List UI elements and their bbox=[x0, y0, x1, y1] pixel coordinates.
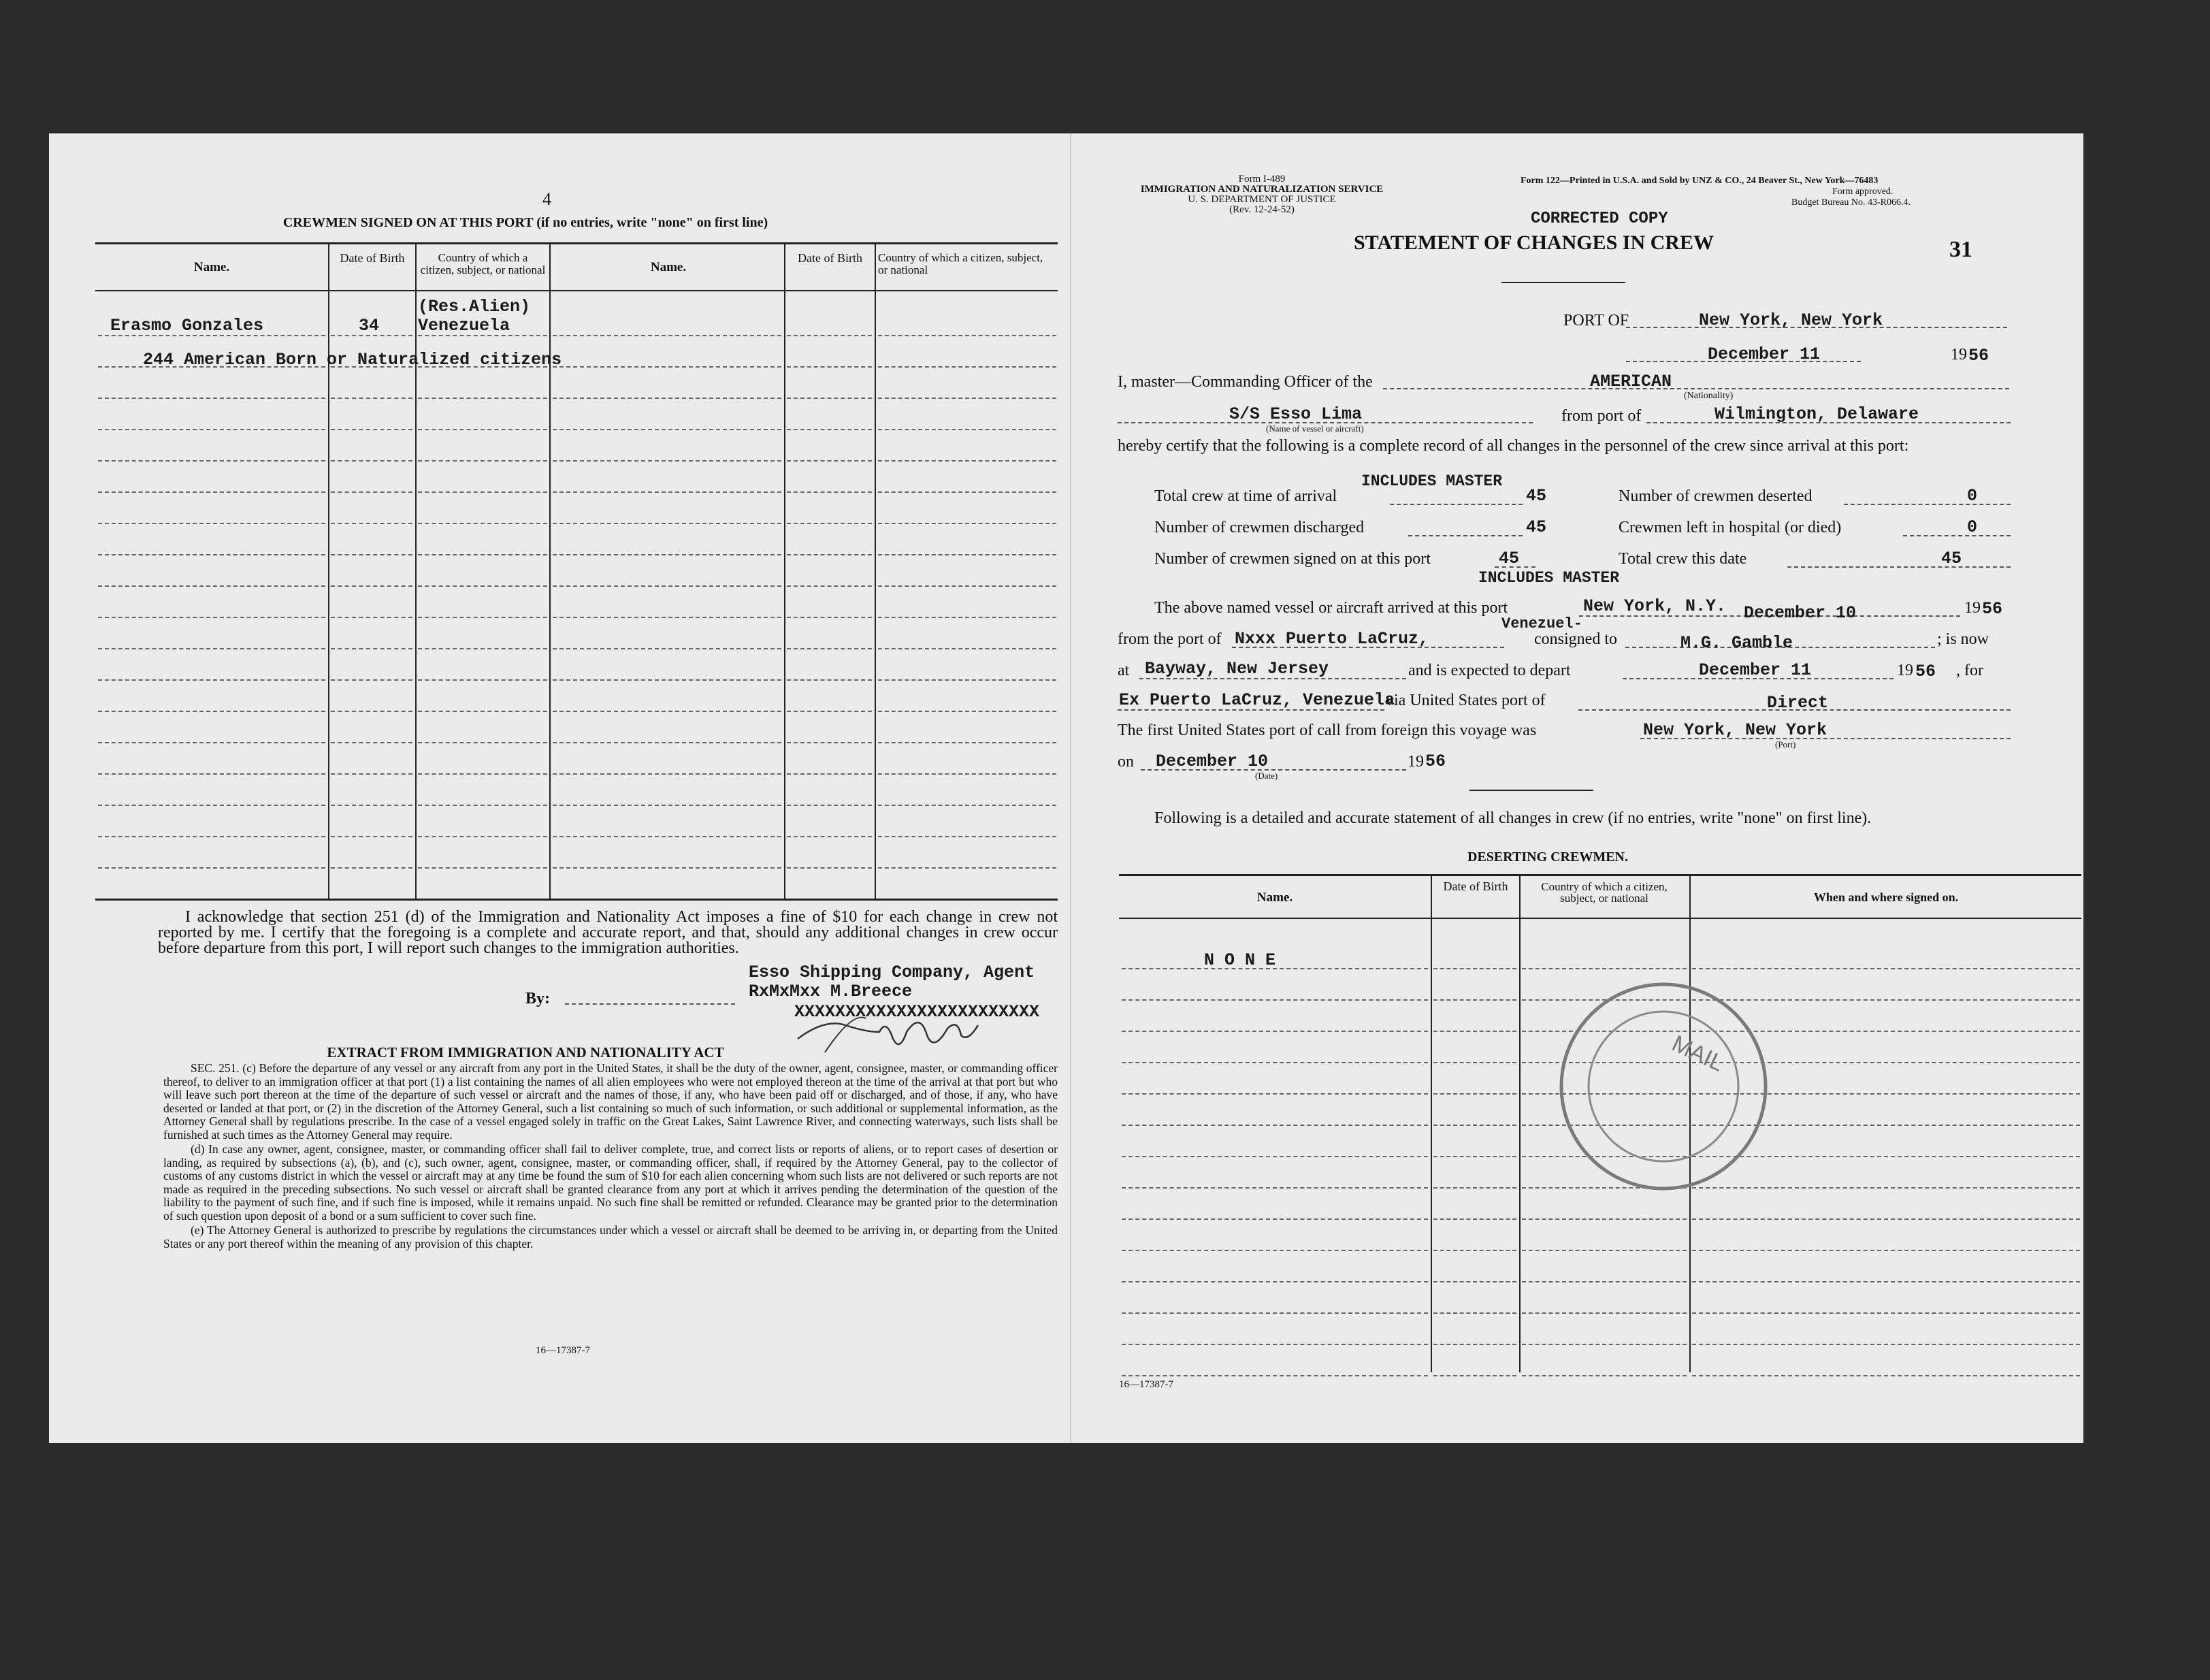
table-row-line bbox=[1122, 1062, 1428, 1063]
table-row-line bbox=[553, 679, 781, 681]
table-row-line bbox=[1122, 1281, 1428, 1282]
table-row-line bbox=[331, 585, 412, 587]
table-row-line bbox=[878, 460, 1056, 462]
table-row-line bbox=[553, 429, 781, 430]
via-port: Direct bbox=[1767, 693, 1829, 713]
table-row-line bbox=[1522, 1312, 1687, 1314]
table-row-line bbox=[787, 805, 872, 806]
table-row-line bbox=[98, 398, 325, 399]
from-the-port-label: from the port of bbox=[1118, 630, 1222, 648]
table-row-line bbox=[787, 585, 872, 587]
table-row-line bbox=[331, 491, 412, 493]
total-arrival-label: Total crew at time of arrival bbox=[1154, 487, 1337, 505]
table-row-line bbox=[553, 648, 781, 649]
deserting-none: N O N E bbox=[1204, 950, 1276, 970]
vessel-caption: (Name of vessel or aircraft) bbox=[1266, 423, 1364, 434]
printer-line: Form 122—Printed in U.S.A. and Sold by UNZ & CO., 24 Beaver St., New York—76483 bbox=[1521, 176, 1879, 186]
total-date-count: 45 bbox=[1941, 549, 1962, 568]
table-row-line bbox=[331, 805, 412, 806]
table-row-line bbox=[878, 398, 1056, 399]
table-row-line bbox=[787, 429, 872, 430]
extract-text bbox=[163, 1062, 1058, 1252]
table-row-line bbox=[787, 617, 872, 618]
table-row-line bbox=[331, 711, 412, 712]
table-row-line bbox=[787, 554, 872, 555]
includes-master-bottom: INCLUDES MASTER bbox=[1478, 569, 1620, 587]
table-row-line bbox=[331, 836, 412, 837]
table-row-line bbox=[418, 617, 547, 618]
on-year-prefix: 19 bbox=[1408, 753, 1424, 771]
form-revision: (Rev. 12-24-52) bbox=[1229, 204, 1295, 215]
table-row-line bbox=[787, 398, 872, 399]
table-row-line bbox=[553, 491, 781, 493]
table-row-line bbox=[331, 429, 412, 430]
table-row-line bbox=[418, 742, 547, 743]
deserted-count: 0 bbox=[1967, 486, 1978, 506]
right-page bbox=[1071, 133, 2083, 1443]
nationality-caption: (Nationality) bbox=[1684, 391, 1734, 401]
from-port: Wilmington, Delaware bbox=[1715, 404, 1919, 424]
left-page-number: 4 bbox=[542, 189, 551, 209]
discharged-count: 45 bbox=[1526, 517, 1547, 537]
table-row-line bbox=[1122, 999, 1428, 1001]
total-arrival: 45 bbox=[1526, 486, 1547, 506]
col-country-header: Country of which a citizen, subject, or national bbox=[420, 251, 546, 276]
agent-name: RxMxMxx M.Breece bbox=[749, 982, 913, 1001]
signature bbox=[784, 1005, 988, 1059]
table-row-line bbox=[1433, 1250, 1516, 1251]
total-date-label: Total crew this date bbox=[1619, 550, 1747, 568]
now-at: Bayway, New Jersey bbox=[1145, 659, 1329, 679]
at-label: at bbox=[1118, 662, 1130, 679]
arrived-label: The above named vessel or aircraft arrived at this port bbox=[1154, 599, 1508, 617]
table-row-line bbox=[787, 648, 872, 649]
table-row-line bbox=[1522, 1218, 1687, 1220]
deserted-label: Number of crewmen deserted bbox=[1619, 487, 1813, 505]
left-footer-code: 16—17387-7 bbox=[536, 1345, 590, 1356]
table-row-line bbox=[553, 554, 781, 555]
on-date: December 10 bbox=[1156, 752, 1269, 771]
table-row-line bbox=[1122, 1344, 1428, 1345]
from-port-note: Venezuel- bbox=[1501, 615, 1582, 632]
table-row-line bbox=[98, 742, 325, 743]
table-row-line bbox=[1522, 1375, 1687, 1376]
table-row-line bbox=[553, 523, 781, 524]
table-row-line bbox=[1692, 1250, 2080, 1251]
certify-text: hereby certify that the following is a complete record of all changes in the personnel of the crew since arrival at this port: bbox=[1118, 437, 1909, 455]
table-row-line bbox=[553, 617, 781, 618]
crew-entry-name: Erasmo Gonzales bbox=[110, 316, 264, 336]
table-row-line bbox=[1122, 1125, 1428, 1126]
table-row-line bbox=[1433, 1093, 1516, 1095]
discharged-label: Number of crewmen discharged bbox=[1154, 519, 1365, 536]
crew-entry-country: Venezuela bbox=[418, 316, 510, 336]
table-row-line bbox=[98, 554, 325, 555]
agency-name: IMMIGRATION AND NATURALIZATION SERVICE bbox=[1140, 184, 1384, 195]
table-row-line bbox=[331, 398, 412, 399]
right-footer-code: 16—17387-7 bbox=[1119, 1379, 1173, 1390]
on-label: on bbox=[1118, 753, 1134, 771]
table-row-line bbox=[1122, 1375, 1428, 1376]
left-page bbox=[49, 133, 1071, 1443]
table-row-line bbox=[1433, 1125, 1516, 1126]
table-row-line bbox=[98, 773, 325, 775]
table-row-line bbox=[98, 585, 325, 587]
table-row-line bbox=[1433, 968, 1516, 969]
table-row-line bbox=[553, 867, 781, 869]
table-row-line bbox=[418, 773, 547, 775]
table-row-line bbox=[418, 679, 547, 681]
table-row-line bbox=[1122, 1187, 1428, 1189]
col-name-header-2: Name. bbox=[650, 260, 687, 274]
form-number: Form I-489 bbox=[1238, 174, 1286, 184]
table-row-line bbox=[1433, 1281, 1516, 1282]
table-row-line bbox=[331, 523, 412, 524]
table-row-line bbox=[418, 398, 547, 399]
table-row-line bbox=[1692, 1281, 2080, 1282]
master-label: I, master—Commanding Officer of the bbox=[1118, 373, 1373, 391]
table-row-line bbox=[787, 460, 872, 462]
table-row-line bbox=[553, 366, 781, 368]
table-row-line bbox=[1433, 1312, 1516, 1314]
table-row-line bbox=[878, 617, 1056, 618]
acknowledgment-text: I acknowledge that section 251 (d) of the Immigration and Nationality Act imposes a fine of $10 for each change in crew not reported by me. I certify that the foregoing is a complete and accurate report, and that, should any additional changes in crew occur before departure from this port, I will report such changes to the immigration authorities. bbox=[158, 908, 1058, 957]
nationality: AMERICAN bbox=[1590, 372, 1672, 391]
table-row-line bbox=[553, 460, 781, 462]
table-row-line bbox=[787, 335, 872, 336]
following-text: Following is a detailed and accurate statement of all changes in crew (if no entries, write "none" on first line). bbox=[1154, 809, 1872, 827]
table-row-line bbox=[1433, 1187, 1516, 1189]
depart-year: 56 bbox=[1915, 662, 1936, 681]
arrived-date: December 10 bbox=[1744, 603, 1857, 623]
table-row-line bbox=[331, 773, 412, 775]
table-row-line bbox=[1433, 999, 1516, 1001]
table-row-line bbox=[331, 742, 412, 743]
table-row-line bbox=[331, 648, 412, 649]
table-row-line bbox=[1433, 1031, 1516, 1032]
arrived-port: New York, N.Y. bbox=[1583, 596, 1727, 616]
extract-d: (d) In case any owner, agent, consignee, master, or commanding officer shall fail to deliver complete, true, and correct lists or reports of aliens, or to report cases of desertion or landing, as required by subsections (a), (b), and (c), such owner, agent, consignee, master, or commanding officer, shall, if required by the Attorney General, pay to the collector of customs of any customs district in which the vessel or aircraft may at any time be found the sum of $10 for each alien concerning whom such lists are not delivered or such reports are not made as required in the preceding subsections. No such vessel or aircraft shall be granted clearance from any port at which it arrives pending the determination of the question of the liability to the payment of such fine, and if such fine is imposed, while it remains unpaid. No such fine shall be remitted or refunded. Clearance may be granted prior to the determination of such question upon deposit of a bond or a sum sufficient to cover such fine. bbox=[163, 1142, 1058, 1223]
consigned-label: consigned to bbox=[1534, 630, 1617, 648]
stamp-text: MAIL bbox=[1668, 1030, 1728, 1077]
table-row-line bbox=[418, 585, 547, 587]
col-dob-header-2: Date of Birth bbox=[798, 251, 862, 265]
table-row-line bbox=[98, 867, 325, 869]
table-row-line bbox=[418, 523, 547, 524]
corrected-copy: CORRECTED COPY bbox=[1531, 210, 1668, 228]
table-row-line bbox=[98, 836, 325, 837]
table-row-line bbox=[98, 711, 325, 712]
table-row-line bbox=[418, 711, 547, 712]
table-row-line bbox=[418, 836, 547, 837]
table-row-line bbox=[787, 773, 872, 775]
via-label: via United States port of bbox=[1386, 692, 1546, 709]
consignee: M.G. Gamble bbox=[1680, 633, 1793, 653]
table-row-line bbox=[331, 617, 412, 618]
table-row-line bbox=[787, 711, 872, 712]
table-row-line bbox=[418, 554, 547, 555]
vessel-name: S/S Esso Lima bbox=[1229, 404, 1363, 424]
table-row-line bbox=[1692, 1312, 2080, 1314]
table-row-line bbox=[553, 805, 781, 806]
table-row-line bbox=[1122, 1250, 1428, 1251]
first-port-label: The first United States port of call from foreign this voyage was bbox=[1118, 722, 1537, 739]
col-country-header-2: Country of which a citizen, subject, or national bbox=[878, 251, 1043, 276]
table-row-line bbox=[878, 491, 1056, 493]
table-row-line bbox=[787, 742, 872, 743]
table-row-line bbox=[98, 805, 325, 806]
crew-signed-on-title: CREWMEN SIGNED ON AT THIS PORT (if no entries, write "none" on first line) bbox=[282, 215, 768, 230]
agent-line: Esso Shipping Company, Agent bbox=[749, 963, 1035, 982]
table-row-line bbox=[98, 679, 325, 681]
table-row-line bbox=[878, 711, 1056, 712]
table-row-line bbox=[553, 773, 781, 775]
table-row-line bbox=[878, 836, 1056, 837]
table-row-line bbox=[878, 585, 1056, 587]
table-row-line bbox=[878, 335, 1056, 336]
desert-col-name: Name. bbox=[1256, 890, 1293, 905]
table-row-line bbox=[787, 836, 872, 837]
table-row-line bbox=[878, 742, 1056, 743]
signed-on-label: Number of crewmen signed on at this port bbox=[1154, 550, 1431, 568]
table-row-line bbox=[331, 679, 412, 681]
table-row-line bbox=[553, 711, 781, 712]
deserting-title: DESERTING CREWMEN. bbox=[1467, 850, 1628, 865]
table-row-line bbox=[553, 398, 781, 399]
date-caption: (Date) bbox=[1255, 771, 1278, 781]
signed-on-count: 45 bbox=[1499, 549, 1520, 568]
from-port-label: from port of bbox=[1561, 407, 1642, 425]
table-row-line bbox=[1692, 968, 2080, 969]
table-row-line bbox=[787, 867, 872, 869]
col-dob-header: Date of Birth bbox=[340, 251, 405, 265]
crew-entry-note: 244 American Born or Naturalized citizens bbox=[143, 350, 562, 370]
crew-entry-dob: 34 bbox=[359, 316, 380, 336]
table-row-line bbox=[418, 805, 547, 806]
table-row-line bbox=[1692, 1218, 2080, 1220]
table-row-line bbox=[1522, 1344, 1687, 1345]
table-row-line bbox=[1122, 1093, 1428, 1095]
extract-c: SEC. 251. (c) Before the departure of any vessel or any aircraft from any port in the United States, it shall be the duty of the owner, agent, consignee, master, or commanding officer thereof, to deliver to an immigration officer at that port (1) a list containing the names of all alien employees who were not employed thereon at the time of the arrival at that port but who will leave such port thereon at the time of the departure of such vessel or aircraft and the names of those, if any, who have been paid off or discharged, and of those, if any, who have deserted or landed at that port, or (2) in the discretion of the Attorney General, such a list containing so much of such information, or such additional or supplemental information, as the Attorney General shall by regulations prescribe. In the case of a vessel engaged solely in traffic on the Great Lakes, Saint Lawrence River, and connecting waterways, such lists shall be furnished at such times as the Attorney General may require. bbox=[163, 1061, 1058, 1142]
depart-date: December 11 bbox=[1699, 660, 1812, 680]
table-row-line bbox=[1122, 1031, 1428, 1032]
table-row-line bbox=[98, 429, 325, 430]
hospital-label: Crewmen left in hospital (or died) bbox=[1619, 519, 1842, 536]
includes-master-top: INCLUDES MASTER bbox=[1361, 472, 1503, 490]
table-row-line bbox=[1433, 1062, 1516, 1063]
table-row-line bbox=[553, 335, 781, 336]
table-row-line bbox=[787, 523, 872, 524]
table-row-line bbox=[1522, 968, 1687, 969]
by-label: By: bbox=[525, 990, 550, 1007]
table-row-line bbox=[98, 491, 325, 493]
table-row-line bbox=[878, 648, 1056, 649]
report-date: December 11 bbox=[1708, 344, 1821, 364]
desert-col-dob: Date of Birth bbox=[1443, 879, 1508, 893]
table-row-line bbox=[1433, 1344, 1516, 1345]
table-row-line bbox=[98, 648, 325, 649]
desert-col-country: Country of which a citizen, subject, or national bbox=[1541, 880, 1668, 905]
table-row-line bbox=[878, 773, 1056, 775]
table-row-line bbox=[878, 523, 1056, 524]
arrived-year-prefix: 19 bbox=[1964, 599, 1981, 617]
depart-label: and is expected to depart bbox=[1408, 662, 1571, 679]
table-row-line bbox=[878, 366, 1056, 368]
table-row-line bbox=[418, 491, 547, 493]
table-row-line bbox=[418, 429, 547, 430]
table-row-line bbox=[878, 805, 1056, 806]
hospital-count: 0 bbox=[1967, 517, 1978, 537]
first-port: New York, New York bbox=[1643, 720, 1827, 740]
desert-col-signed: When and where signed on. bbox=[1813, 890, 1959, 904]
crew-entry-country-note: (Res.Alien) bbox=[418, 297, 531, 317]
table-row-line bbox=[1122, 1218, 1428, 1220]
port-label: PORT OF bbox=[1563, 312, 1629, 329]
table-row-line bbox=[878, 867, 1056, 869]
form-title: STATEMENT OF CHANGES IN CREW bbox=[1354, 231, 1714, 254]
table-row-line bbox=[553, 585, 781, 587]
port-caption: (Port) bbox=[1775, 739, 1796, 749]
table-row-line bbox=[553, 742, 781, 743]
table-row-line bbox=[98, 523, 325, 524]
col-name-header: Name. bbox=[193, 260, 230, 274]
table-row-line bbox=[1522, 1250, 1687, 1251]
form-approved: Form approved. bbox=[1832, 187, 1894, 197]
port-value: New York, New York bbox=[1699, 310, 1883, 330]
table-row-line bbox=[1433, 1218, 1516, 1220]
table-row-line bbox=[98, 617, 325, 618]
table-row-line bbox=[878, 554, 1056, 555]
table-row-line bbox=[331, 460, 412, 462]
table-row-line bbox=[418, 460, 547, 462]
table-row-line bbox=[1692, 1375, 2080, 1376]
report-year: 56 bbox=[1968, 346, 1989, 366]
budget-bureau: Budget Bureau No. 43-R066.4. bbox=[1791, 197, 1911, 208]
extract-title: EXTRACT FROM IMMIGRATION AND NATIONALITY ACT bbox=[327, 1044, 724, 1061]
right-page-number: 31 bbox=[1949, 237, 1972, 262]
table-row-line bbox=[331, 867, 412, 869]
destination: Ex Puerto LaCruz, Venezuela bbox=[1119, 690, 1395, 710]
table-row-line bbox=[1522, 1281, 1687, 1282]
table-row-line bbox=[1433, 1156, 1516, 1157]
table-row-line bbox=[418, 867, 547, 869]
table-row-line bbox=[98, 460, 325, 462]
on-year: 56 bbox=[1425, 752, 1446, 771]
arrived-year: 56 bbox=[1982, 599, 2003, 619]
postmark-stamp bbox=[1534, 978, 1793, 1202]
table-row-line bbox=[1433, 1375, 1516, 1376]
table-row-line bbox=[1122, 1156, 1428, 1157]
table-row-line bbox=[787, 679, 872, 681]
table-row-line bbox=[418, 648, 547, 649]
table-row-line bbox=[1122, 1312, 1428, 1314]
table-row-line bbox=[878, 679, 1056, 681]
struck-line: XXXXXXXXXXXXXXXXXXXXXXXX bbox=[794, 1002, 1040, 1022]
for-label: , for bbox=[1956, 662, 1983, 679]
department-name: U. S. DEPARTMENT OF JUSTICE bbox=[1188, 194, 1336, 205]
table-row-line bbox=[553, 836, 781, 837]
extract-e: (e) The Attorney General is authorized to prescribe by regulations the circumstances under which a vessel or aircraft shall be deemed to be arriving in, or departing from the United States or any port thereof within the meaning of any provision of this chapter. bbox=[163, 1223, 1058, 1250]
table-row-line bbox=[1692, 1344, 2080, 1345]
table-row-line bbox=[331, 554, 412, 555]
table-row-line bbox=[787, 491, 872, 493]
table-row-line bbox=[878, 429, 1056, 430]
is-now-label: ; is now bbox=[1937, 630, 1989, 648]
from-the-port: Nxxx Puerto LaCruz, bbox=[1235, 629, 1429, 649]
form-header bbox=[1112, 174, 1412, 215]
table-row-line bbox=[787, 366, 872, 368]
depart-year-prefix: 19 bbox=[1897, 662, 1913, 679]
report-year-prefix: 19 bbox=[1951, 346, 1967, 364]
